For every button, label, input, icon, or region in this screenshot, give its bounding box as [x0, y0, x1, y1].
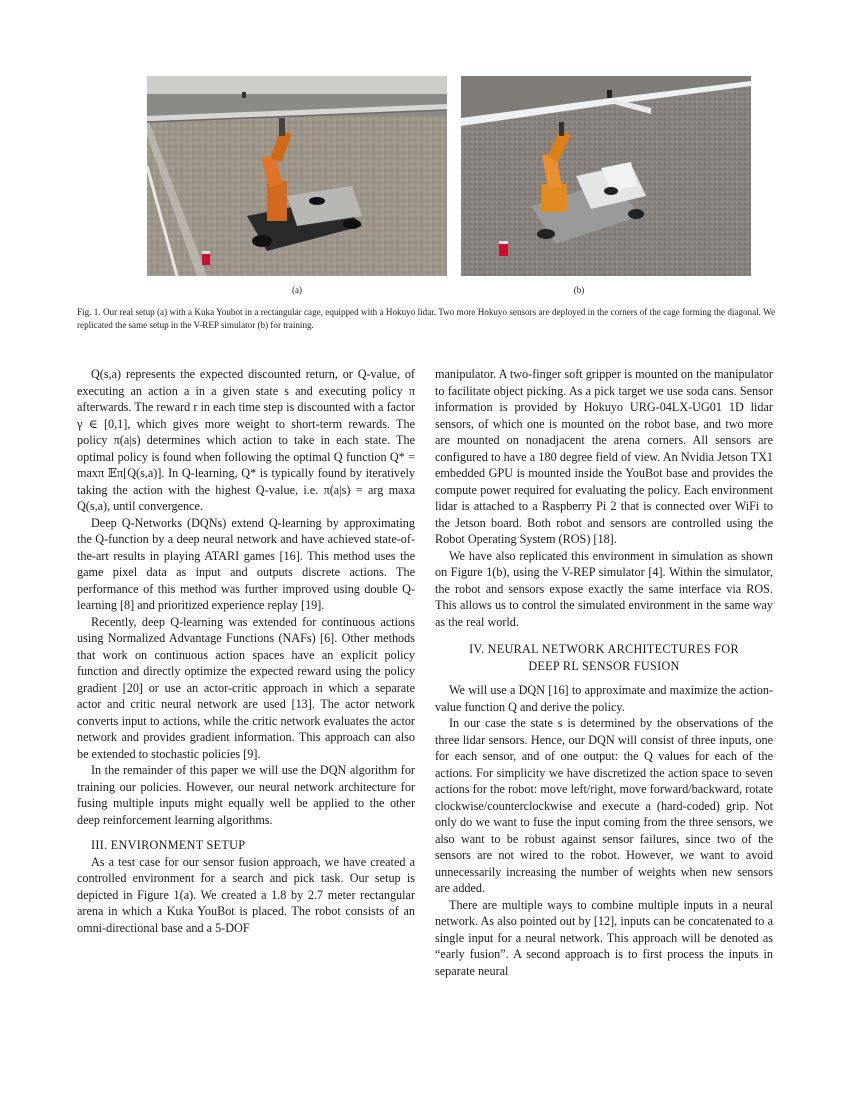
right-column [435, 366, 773, 979]
paragraph: Deep Q-Networks (DQNs) extend Q-learning by approximating the Q-function by a deep neural network and have achieved state-of-the-art results in playing ATARI games [16]. This method uses the game pixel data as input and outputs discrete actions. The performance of this method was further improved using double Q-learning [8] and prioritized experience replay [19]. [77, 515, 415, 612]
section-heading: III. ENVIRONMENT SETUP [91, 838, 246, 852]
real-setup-illustration [147, 76, 447, 276]
section-heading-line: IV. NEURAL NETWORK ARCHITECTURES FOR [469, 642, 739, 656]
paragraph: Recently, deep Q-learning was extended for continuous actions using Normalized Advantage Functions (NAFs) [6]. Other methods that work on continuous action spaces have an explicit policy function and directly optimize the expected reward using the policy gradient [20] or use an actor-critic approach in which a separate actor and critic neural network are used [13]. The actor network converts input to actions, while the critic network evaluates the actor network and provides gradient information. This approach can also be extended to stochastic policies [9]. [77, 614, 415, 761]
paragraph: We have also replicated this environment in simulation as shown on Figure 1(b), using the V-REP simulator [4]. Within the simulator, the robot and sensors expose exactly the same interface via ROS. This allows us to control the simulated environment in the same way as the real world. [435, 548, 773, 629]
render-simulator [461, 76, 751, 276]
left-column [77, 366, 415, 936]
section-heading [435, 641, 773, 674]
paragraph: In our case the state s is determined by the observations of the three lidar sensors. Hence, our DQN will consist of three inputs, one for each sensor, and of one output: the Q values for each of the actions. For simplicity we have discretized the action space to seven actions for the robot: move left/right, move forward/backward, rotate clockwise/counterclockwise and execute a (hard-coded) grip. Not only do we want to fuse the input coming from the three sensors, we also want to be robust against sensor failures, since two of the sensors are not wired to the robot. However, we want to avoid unnecessarily increasing the number of weights when new sensors are added. [435, 716, 773, 895]
subfigure-label-b: (b) [573, 285, 585, 295]
photo-real-setup [147, 76, 447, 276]
paragraph: Q(s,a) represents the expected discounted return, or Q-value, of executing an action a in a given state s and executing policy π afterwards. The reward r in each time step is discounted with a factor γ ∈ [0,1], which gives more weight to short-term rewards. The policy π(a|s) determines which action to take in each state. The optimal policy is found when following the optimal Q function Q* = maxπ 𝔼π[Q(s,a)]. In Q-learning, Q* is typically found by iteratively taking the action with the highest Q-value, i.e. π(a|s) = arg maxa Q(s,a), until convergence. [77, 367, 415, 513]
section-heading-line: DEEP RL SENSOR FUSION [528, 658, 680, 673]
simulator-illustration [461, 76, 751, 276]
paragraph: There are multiple ways to combine multiple inputs in a neural network. As also pointed out by [12], inputs can be concatenated to a single input for a neural network. This approach will be denoted as “early fusion”. A second approach is to first process the inputs in separate neural [435, 897, 773, 978]
figure-caption: Fig. 1. Our real setup (a) with a Kuka Youbot in a rectangular cage, equipped with a Hokuyo lidar. Two more Hokuyo sensors are deployed in the corners of the cage forming the diagonal. We replicated the same setup in the V-REP simulator (b) for training. [77, 307, 775, 330]
paragraph: manipulator. A two-finger soft gripper is mounted on the manipulator to facilitate object picking. As a pick target we use soda cans. Sensor information is provided by Hokuyo URG-04LX-UG01 1D lidar sensors, of which one is mounted on the robot base, and two more are mounted on nonadjacent the arena corners. All sensors are configured to have a 180 degree field of view. An Nvidia Jetson TX1 embedded GPU is mounted inside the YouBot base and provides the compute power required for evaluating the policy. Each environment lidar is attached to a Raspberry Pi 2 that is connected over WiFi to the Jetson board. Both robot and sensors are controlled using the Robot Operating System (ROS) [18]. [435, 367, 773, 546]
subfigure-label-a: (a) [292, 285, 302, 295]
paragraph: As a test case for our sensor fusion approach, we have created a controlled environment for a search and pick task. Our setup is depicted in Figure 1(a). We created a 1.8 by 2.7 meter rectangular arena in which a Kuka YouBot is placed. The robot consists of an omni-directional base and a 5-DOF [77, 854, 415, 935]
paragraph: In the remainder of this paper we will use the DQN algorithm for training our policies. However, our neural network architecture for fusing multiple inputs might equally well be applied to the other deep reinforcement learning algorithms. [77, 763, 415, 827]
paragraph: We will use a DQN [16] to approximate and maximize the action-value function Q and derive the policy. [435, 683, 773, 714]
